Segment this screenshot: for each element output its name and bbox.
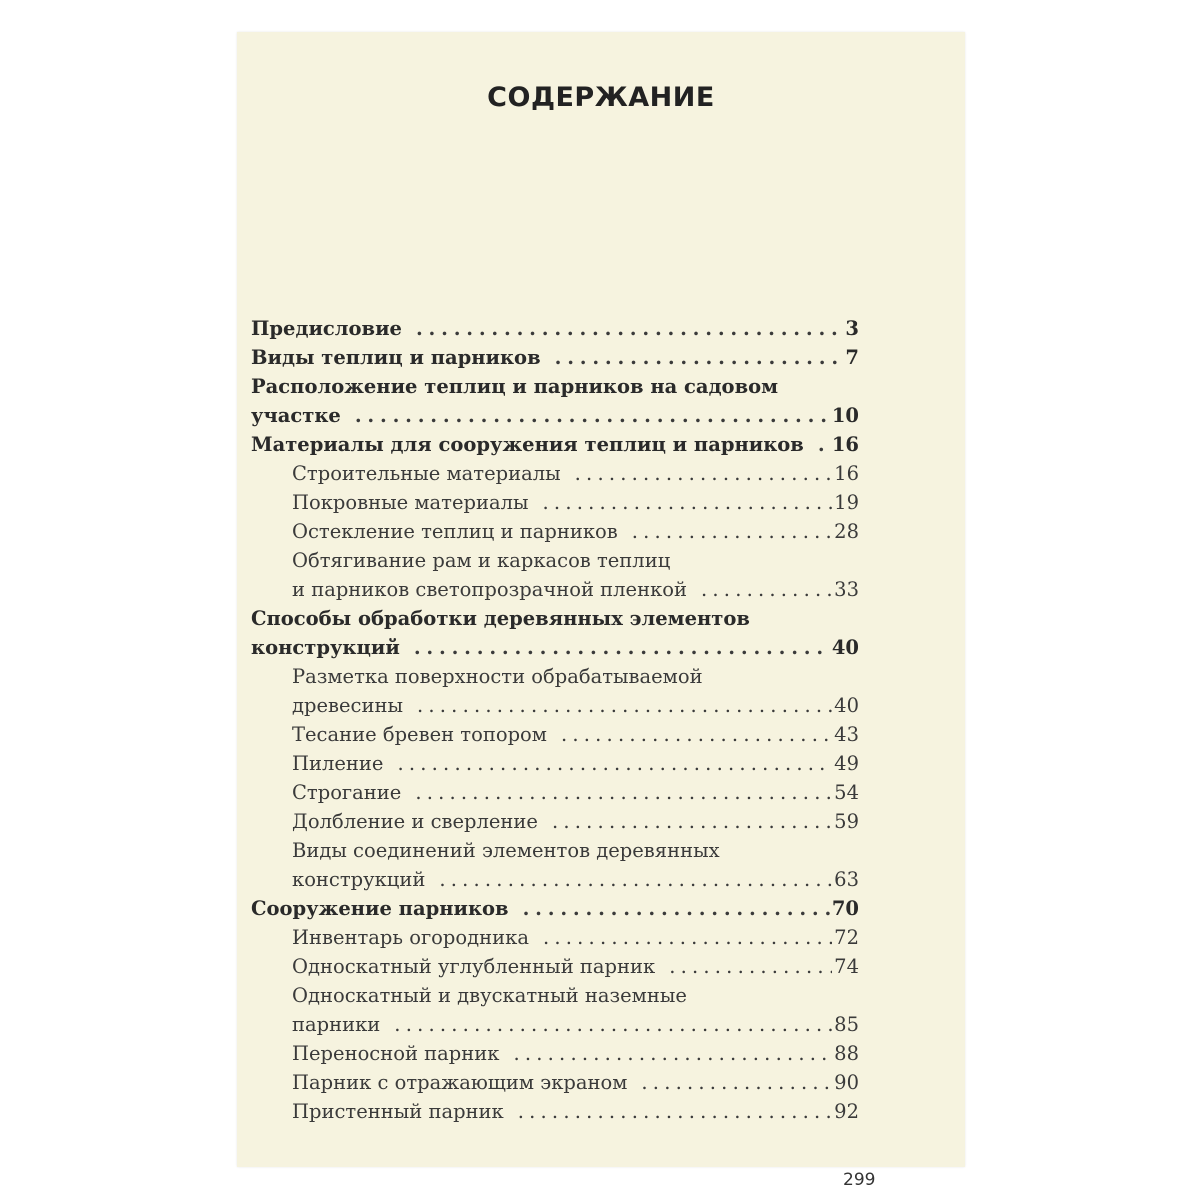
toc-entry (251, 314, 859, 343)
toc-entry-page: 92 (834, 1100, 859, 1123)
toc-entry (251, 372, 859, 430)
toc-entry (251, 952, 859, 981)
toc-entry-line (292, 923, 859, 952)
toc-entry-page: 40 (831, 636, 859, 659)
page-number: 299 (843, 1170, 876, 1190)
toc-entry-line (292, 691, 859, 720)
toc-entry-line (251, 343, 859, 372)
toc-entry (251, 1068, 859, 1097)
toc-entry (251, 459, 859, 488)
toc-entry-title: Строгание (292, 781, 402, 804)
toc-entry-title: древесины (292, 694, 403, 717)
toc-entry-line (292, 1010, 859, 1039)
toc-entry-page: 49 (834, 752, 859, 775)
toc-entry-line (292, 1068, 859, 1097)
dot-leader (416, 314, 843, 343)
toc-entry-line (292, 778, 859, 807)
dot-leader (701, 575, 832, 604)
toc-entry-line (292, 459, 859, 488)
toc-entry (251, 720, 859, 749)
toc-entry-title: Односкатный углубленный парник (292, 955, 656, 978)
dot-leader (543, 488, 833, 517)
toc-entry-title: Разметка поверхности обрабатываемой (292, 665, 703, 688)
toc-entry-page: 28 (834, 520, 859, 543)
dot-leader (518, 1097, 832, 1126)
dot-leader (669, 952, 832, 981)
book-page (237, 32, 965, 1190)
dot-leader (439, 865, 832, 894)
dot-leader (575, 459, 833, 488)
toc-entry-page: 43 (834, 723, 859, 746)
toc-entry-page: 16 (831, 433, 859, 456)
dot-leader (543, 923, 832, 952)
toc-entry-line (292, 865, 859, 894)
dot-leader (561, 720, 832, 749)
dot-leader (641, 1068, 832, 1097)
dot-leader (397, 749, 832, 778)
toc-entry (251, 488, 859, 517)
toc-entry-line (251, 894, 859, 923)
toc-entry-title: Переносной парник (292, 1042, 500, 1065)
dot-leader (555, 343, 844, 372)
toc-entry-page: 70 (831, 897, 859, 920)
dot-leader (415, 778, 832, 807)
toc-entry (251, 546, 859, 604)
toc-entry-page: 10 (831, 404, 859, 427)
toc-entry (251, 894, 859, 923)
toc-entry-title: Тесание бревен топором (292, 723, 547, 746)
toc-entry (251, 749, 859, 778)
toc-entry-page: 40 (834, 694, 859, 717)
toc-entry-page: 59 (834, 810, 859, 833)
toc-entry-line (292, 749, 859, 778)
toc-entry-page: 19 (834, 491, 859, 514)
toc-entry-page: 85 (834, 1013, 859, 1036)
toc-entry (251, 778, 859, 807)
toc-entry-title: парники (292, 1013, 381, 1036)
dot-leader (632, 517, 832, 546)
dot-leader (818, 430, 830, 459)
toc-entry-title: Остекление теплиц и парников (292, 520, 618, 543)
dot-leader (417, 691, 832, 720)
toc-entry-page: 16 (834, 462, 859, 485)
toc-entry-title: Расположение теплиц и парников на садовом (251, 375, 779, 398)
toc-entry-line (292, 720, 859, 749)
toc-entry-line (292, 575, 859, 604)
toc-entry-title: конструкций (292, 868, 426, 891)
toc-entry-title: Предисловие (251, 317, 402, 340)
toc-entry-title: Сооружение парников (251, 897, 509, 920)
toc-entry-title: Инвентарь огородника (292, 926, 529, 949)
toc-entry (251, 807, 859, 836)
toc-entry-page: 3 (845, 317, 859, 340)
toc-entry-line (292, 807, 859, 836)
toc-entry-title: и парников светопрозрачной пленкой (292, 578, 687, 601)
dot-leader (414, 633, 830, 662)
toc-entry-title: Односкатный и двускатный наземные (292, 984, 687, 1007)
toc-entry (251, 662, 859, 720)
toc-entry (251, 604, 859, 662)
toc-entry (251, 836, 859, 894)
toc-entry (251, 430, 859, 459)
toc-entry-line (292, 1039, 859, 1068)
dot-leader (552, 807, 832, 836)
toc-entry-line (292, 517, 859, 546)
toc-entry-title: Виды теплиц и парников (251, 346, 541, 369)
toc-entry-title: Долбление и сверление (292, 810, 538, 833)
toc-entry (251, 1039, 859, 1068)
toc-entry-title: конструкций (251, 636, 400, 659)
toc-entry-page: 63 (834, 868, 859, 891)
toc-entry-page: 54 (834, 781, 859, 804)
toc-entry-title: Обтягивание рам и каркасов теплиц (292, 549, 671, 572)
toc-entry-line (251, 314, 859, 343)
toc-entry-title: Покровные материалы (292, 491, 529, 514)
dot-leader (355, 401, 830, 430)
dot-leader (513, 1039, 832, 1068)
toc-entry (251, 981, 859, 1039)
toc-entry-page: 33 (834, 578, 859, 601)
dot-leader (523, 894, 830, 923)
table-of-contents (251, 314, 859, 1126)
toc-entry-title: Пристенный парник (292, 1100, 504, 1123)
toc-entry-title: Парник с отражающим экраном (292, 1071, 628, 1094)
toc-entry-title: Способы обработки деревянных элементов (251, 607, 750, 630)
toc-entry-line (251, 401, 859, 430)
toc-entry-title: Виды соединений элементов деревянных (292, 839, 720, 862)
toc-entry-line (292, 952, 859, 981)
toc-entry-title: Пиление (292, 752, 384, 775)
toc-entry (251, 923, 859, 952)
page-title: СОДЕРЖАНИЕ (487, 82, 715, 113)
toc-entry-page: 72 (834, 926, 859, 949)
toc-entry (251, 517, 859, 546)
toc-entry-page: 74 (834, 955, 859, 978)
toc-entry-line (251, 430, 859, 459)
toc-entry-line (292, 488, 859, 517)
toc-entry-page: 88 (834, 1042, 859, 1065)
toc-entry-line (292, 1097, 859, 1126)
toc-entry-page: 7 (845, 346, 859, 369)
toc-entry (251, 1097, 859, 1126)
dot-leader (394, 1010, 832, 1039)
toc-entry-line (251, 633, 859, 662)
toc-entry-page: 90 (834, 1071, 859, 1094)
toc-entry-title: Материалы для сооружения теплиц и парников (251, 433, 804, 456)
toc-entry-title: участке (251, 404, 341, 427)
toc-entry-title: Строительные материалы (292, 462, 561, 485)
toc-entry (251, 343, 859, 372)
